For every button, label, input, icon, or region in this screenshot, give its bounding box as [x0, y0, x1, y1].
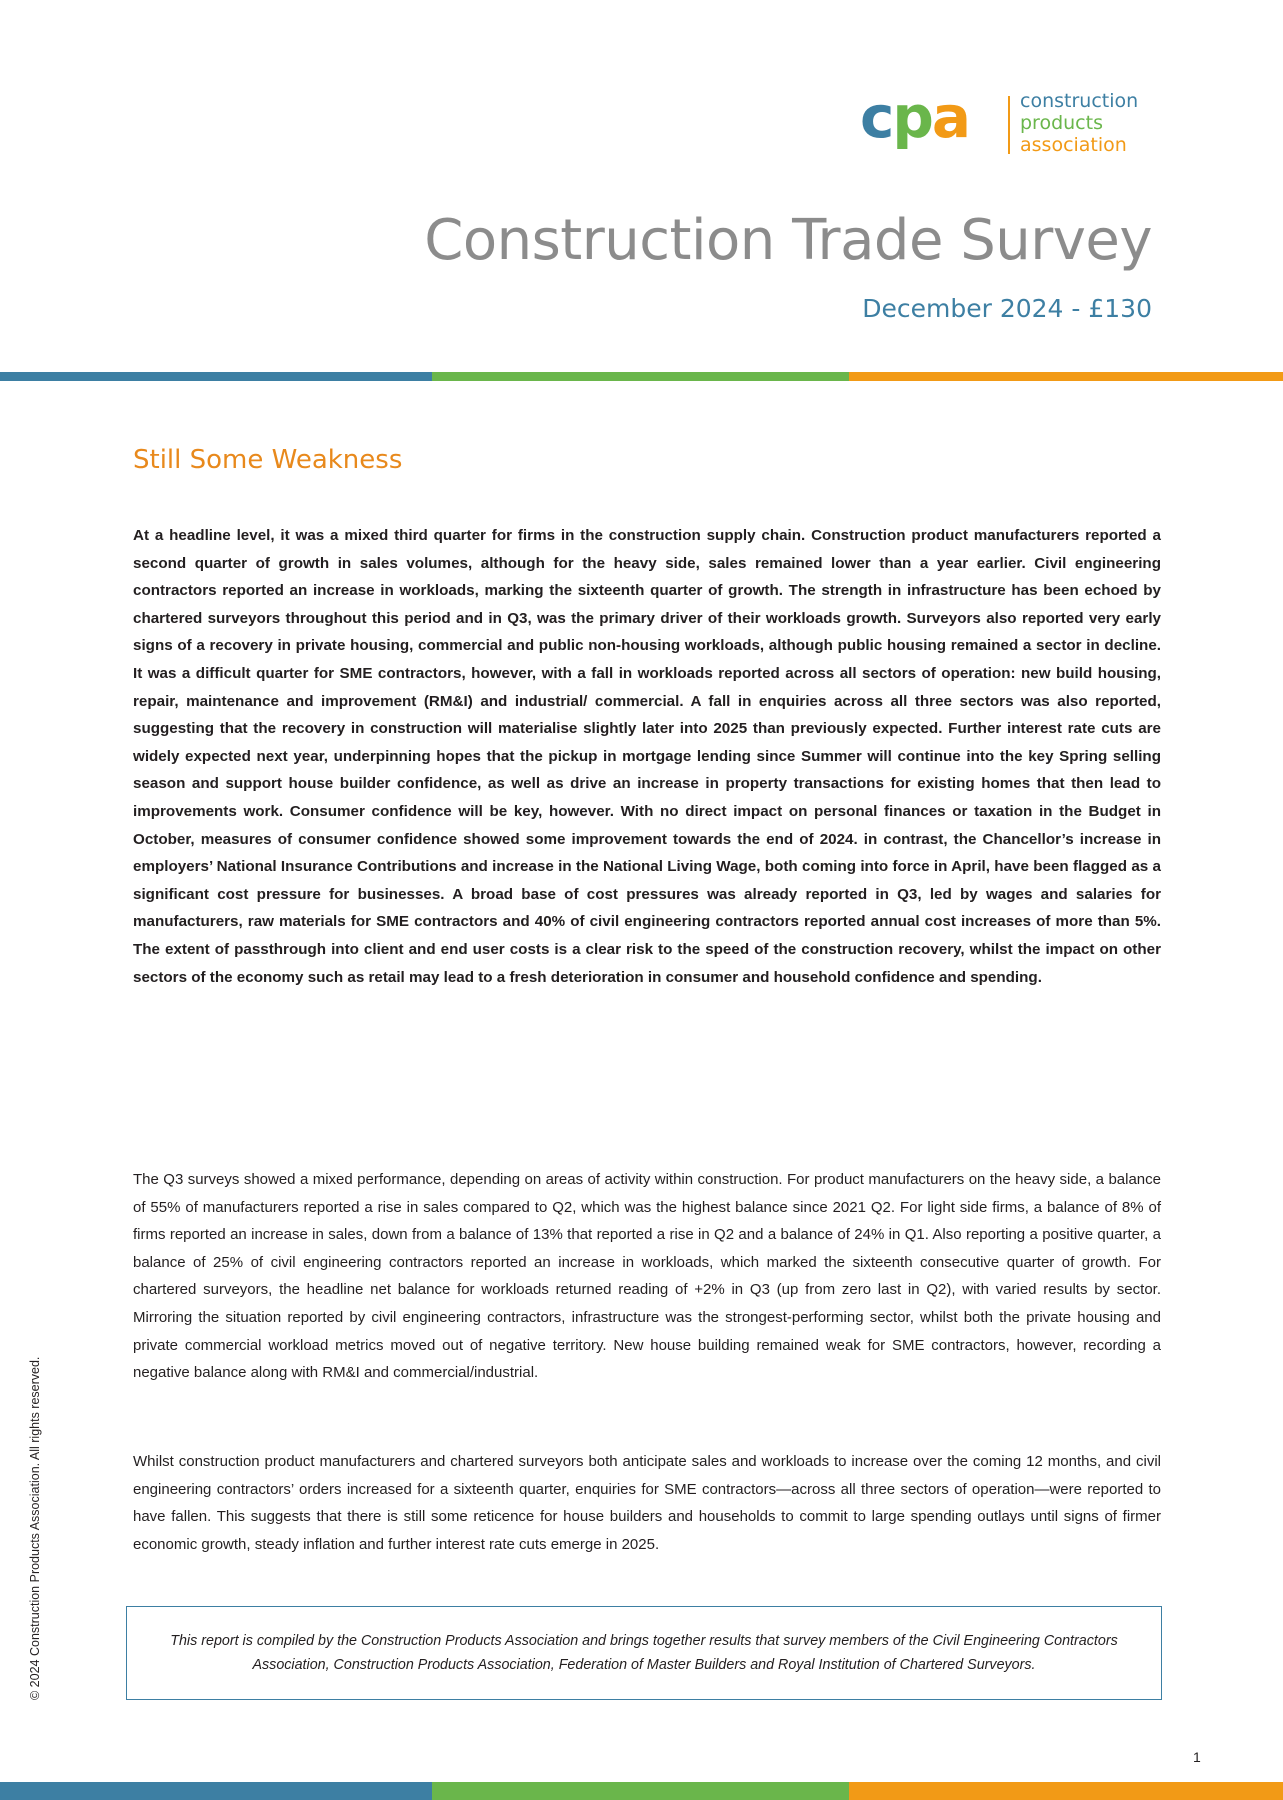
document-subtitle: December 2024 - £130	[862, 294, 1152, 323]
q3-paragraph: The Q3 surveys showed a mixed performance, depending on areas of activity within construction. For product manufacturers on the heavy side, a balance of 55% of manufacturers reported a rise in sales compared to Q2, which was the highest balance since 2021 Q2. For light side firms, a balance of 8% of firms reported an increase in sales, down from a balance of 13% that reported a rise in Q2 and a balance of 24% in Q1. Also reporting a positive quarter, a balance of 25% of civil engineering contractors reported an increase in workloads, which marked the sixteenth consecutive quarter of growth. For chartered surveyors, the headline net balance for workloads returned reading of +2% in Q3 (up from zero last in Q2), with varied results by sector. Mirroring the situation reported by civil engineering contractors, infrastructure was the strongest-performing sector, whilst both the private housing and private commercial workload metrics moved out of negative territory. New house building remained weak for SME contractors, however, recording a negative balance along with RM&I and commercial/industrial.	[133, 1171, 1161, 1382]
summary-paragraph: At a headline level, it was a mixed third quarter for firms in the construction supply chain. Construction product manufacturers reported a second quarter of growth in sales volumes, although for the heavy side, sales remained lower than a year earlier. Civil engineering contractors reported an increase in workloads, marking the sixteenth quarter of growth. The strength in infrastructure has been echoed by chartered surveyors throughout this period and in Q3, was the primary driver of their workloads growth. Surveyors also reported very early signs of a recovery in private housing, commercial and public non-housing workloads, although public housing remained a sector in decline. It was a difficult quarter for SME contractors, however, with a fall in workloads reported across all sectors of operation: new build housing, repair, maintenance and improvement (RM&I) and industrial/ commercial. A fall in enquiries across all three sectors was also reported, suggesting that the recovery in construction will materialise slightly later into 2025 than previously expected. Further interest rate cuts are widely expected next year, underpinning hopes that the pickup in mortgage lending since Summer will continue into the key Spring selling season and support house builder confidence, as well as drive an increase in property transactions for existing homes that then lead to improvements work. Consumer confidence will be key, however. With no direct impact on personal finances or taxation in the Budget in October, measures of consumer confidence showed some improvement towards the end of 2024. in contrast, the Chancellor’s increase in employers’ National Insurance Contributions and increase in the National Living Wage, both coming into force in April, have been flagged as a significant cost pressure for businesses. A broad base of cost pressures was already reported in Q3, led by wages and salaries for manufacturers, raw materials for SME contractors and 40% of civil engineering contractors reported annual cost increases of more than 5%. The extent of passthrough into client and end user costs is a clear risk to the speed of the construction recovery, whilst the impact on other sectors of the economy such as retail may lead to a fresh deterioration in consumer and household confidence and spending.	[133, 527, 1161, 986]
footer-stripe-blue-segment	[0, 1782, 432, 1800]
stripe-green-segment	[432, 372, 849, 381]
header-color-stripe	[0, 372, 1283, 381]
footer-stripe-green-segment	[432, 1782, 849, 1800]
section-heading: Still Some Weakness	[133, 445, 403, 475]
page-number: 1	[1193, 1749, 1201, 1765]
copyright-notice: © 2024 Construction Products Association. All rights reserved.	[28, 1356, 42, 1700]
outlook-paragraph: Whilst construction product manufacturers and chartered surveyors both anticipate sales and workloads to increase over the coming 12 months, and civil engineering contractors’ orders increased for a sixteenth quarter, enquiries for SME contractors—across all three sectors of operation—were reported to have fallen. This suggests that there is still some reticence for house builders and households to commit to large spending outlays until signs of firmer economic growth, steady inflation and further interest rate cuts emerge in 2025.	[133, 1453, 1161, 1553]
document-title: Construction Trade Survey	[424, 208, 1152, 273]
compilation-note-box	[126, 1606, 1162, 1700]
cpa-logo-mark	[860, 83, 970, 151]
logo-letter-c: c	[860, 83, 893, 151]
logo-word-construction: construction	[1020, 90, 1139, 112]
compilation-note-text: This report is compiled by the Construction Products Association and brings together results that survey members of the Civil Engineering Contractors Association, Construction Products Association, Federation of Master Builders and Royal Institution of Chartered Surveyors.	[170, 1633, 1118, 1673]
logo-word-association: association	[1020, 134, 1127, 156]
logo-divider	[1008, 96, 1010, 154]
cpa-logo	[860, 83, 1180, 158]
stripe-orange-segment	[849, 372, 1283, 381]
logo-word-products: products	[1020, 112, 1103, 134]
logo-letter-a: a	[931, 83, 970, 151]
logo-wordmark	[1020, 90, 1138, 156]
footer-color-stripe	[0, 1782, 1283, 1800]
logo-letter-p: p	[892, 83, 932, 151]
stripe-blue-segment	[0, 372, 432, 381]
footer-stripe-orange-segment	[849, 1782, 1283, 1800]
